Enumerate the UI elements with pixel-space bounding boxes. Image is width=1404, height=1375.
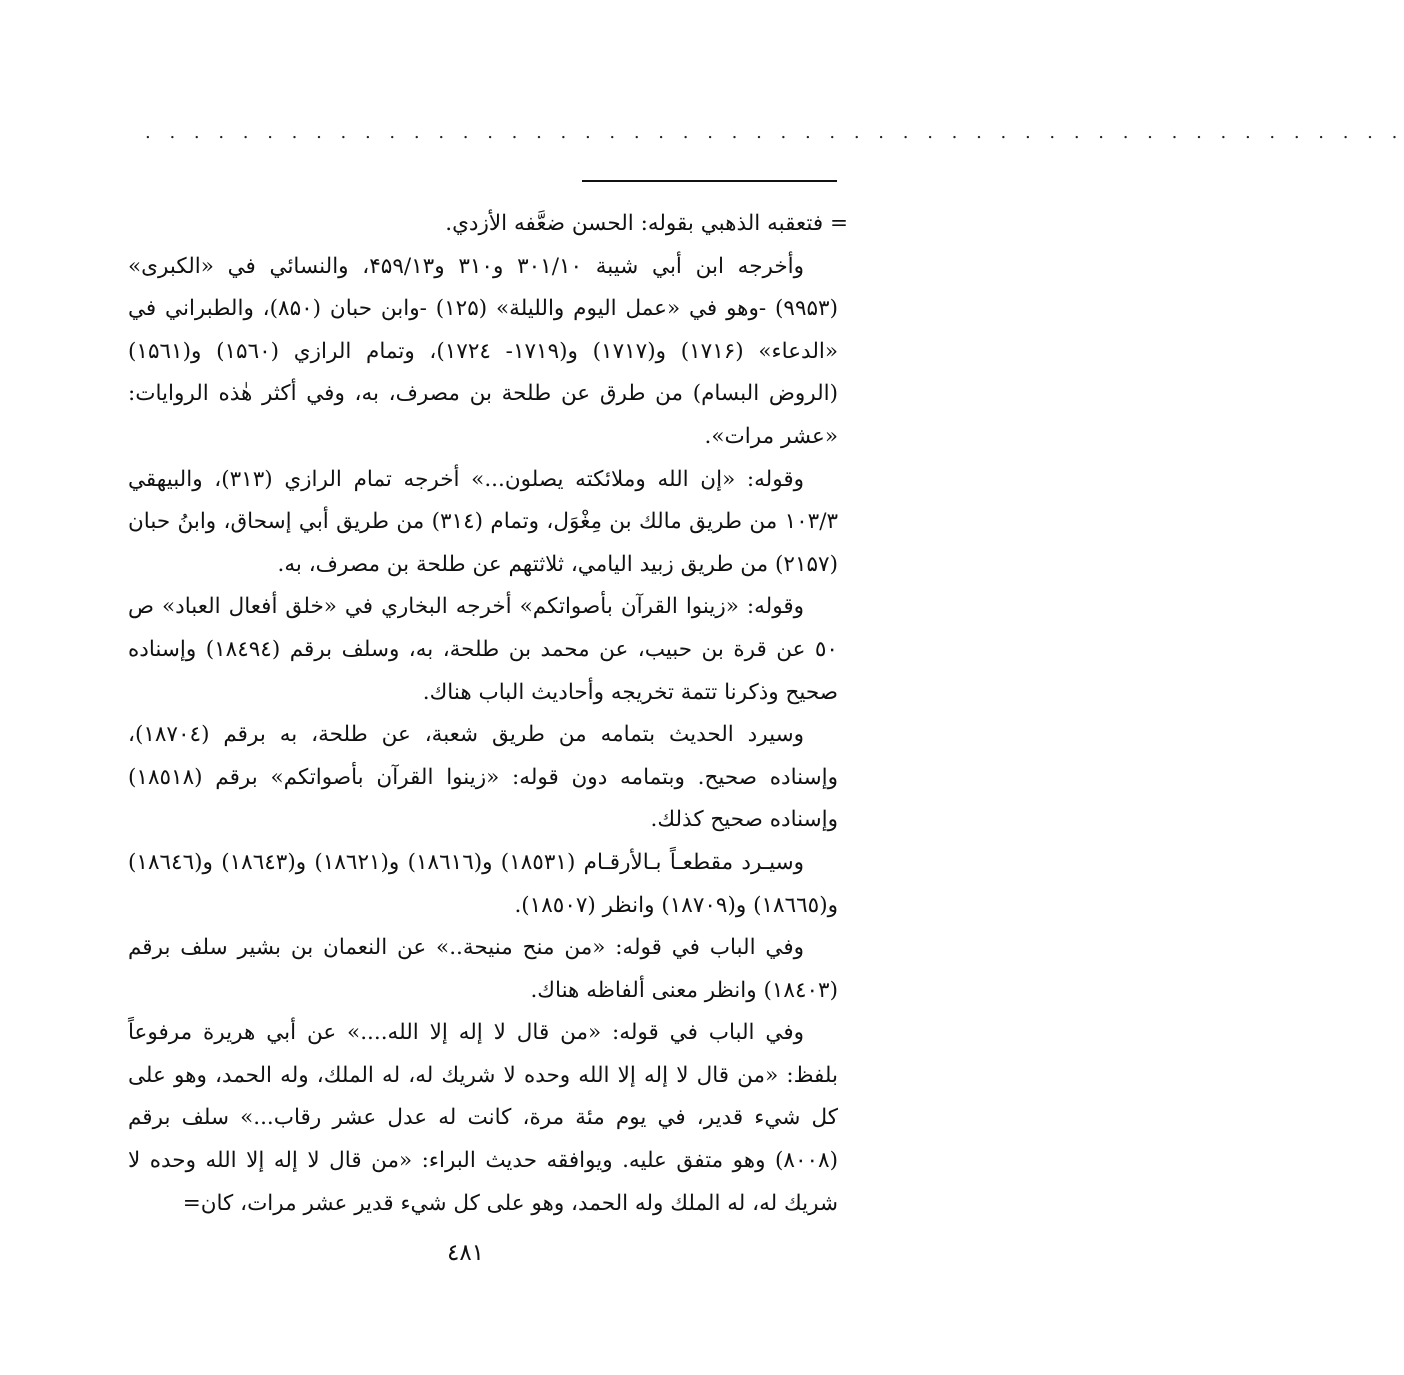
footnote-rule <box>582 180 837 182</box>
footnote-text <box>128 203 848 1225</box>
separator-dots: . . . . . . . . . . . . . . . . . . . . . . . . . . . . . . . . . . . . . . . . . . . . . . . . . . . . <box>145 122 1404 143</box>
footnote-paragraph: وفي الباب في قوله: «من قال لا إله إلا الله....» عن أبي هريرة مرفوعاً بلفظ: «من قال لا إله إلا الله وحده لا شريك له، له الملك، وله الحمد، وهو على كل شيء قدير، في يوم مئة مرة، كانت له عدل عشر رقاب...» سلف برقم (۸۰۰۸) وهو متفق عليه. ويوافقه حديث البراء: «من قال لا إله إلا الله وحده لا شريك له، له الملك وله الحمد، وهو على كل شيء قدير عشر مرات، كان= <box>128 1020 838 1216</box>
footnote-paragraph: وسيرد الحديث بتمامه من طريق شعبة، عن طلحة، به برقم (۱۸۷۰٤)، وإسناده صحيح. وبتمامه دون قوله: «زينوا القرآن بأصواتكم» برقم (۱۸٥۱۸) وإسناده صحيح كذلك. <box>128 722 838 833</box>
footnote-paragraph: وقوله: «زينوا القرآن بأصواتكم» أخرجه البخاري في «خلق أفعال العباد» ص ٥۰ عن قرة بن حبيب، عن محمد بن طلحة، به، وسلف برقم (۱۸٤۹٤) وإسناده صحيح وذكرنا تتمة تخريجه وأحاديث الباب هناك. <box>128 594 838 705</box>
footnote-paragraph: وفي الباب في قوله: «من منح منيحة..» عن النعمان بن بشير سلف برقم (۱۸٤۰۳) وانظر معنى ألفاظه هناك. <box>128 935 838 1003</box>
footnote-paragraph: وقوله: «إن الله وملائكته يصلون...» أخرجه تمام الرازي (۳۱۳)، والبيهقي ۱۰۳/۳ من طريق مالك بن مِغْوَل، وتمام (۳۱٤) من طريق أبي إسحاق، وابنُ حبان (۲۱۵۷) من طريق زبيد اليامي، ثلاثتهم عن طلحة بن مصرف، به. <box>128 466 838 577</box>
footnote-paragraph: وسيـرد مقطعـاً بـالأرقـام (۱۸٥۳۱) و(۱۸٦۱٦) و(۱۸٦۲۱) و(۱۸٦٤۳) و(۱۸٦٤٦) و(۱۸٦٦٥) و(۱۸۷۰۹) وانظر (۱۸٥۰۷). <box>128 849 838 918</box>
page-number: ٤۸۱ <box>446 1240 485 1266</box>
footnote-continuation: = فتعقبه الذهبي بقوله: الحسن ضعَّفه الأزدي. <box>445 211 848 236</box>
footnote-paragraph: وأخرجه ابن أبي شيبة ۳۰۱/۱۰ و۳۱۰ و۴۵۹/۱۳، والنسائي في «الكبرى» (۹۹۵۳) -وهو في «عمل اليوم والليلة» (۱۲۵) -وابن حبان (۸۵۰)، والطبراني في «الدعاء» (۱۷۱۶) و(۱۷۱۷) و(۱۷۱۹- ۱۷۲٤)، وتمام الرازي (۱۵٦۰) و(۱۵٦۱) (الروض البسام) من طرق عن طلحة بن مصرف، به، وفي أكثر هٰذه الروايات: «عشر مرات». <box>128 253 838 449</box>
